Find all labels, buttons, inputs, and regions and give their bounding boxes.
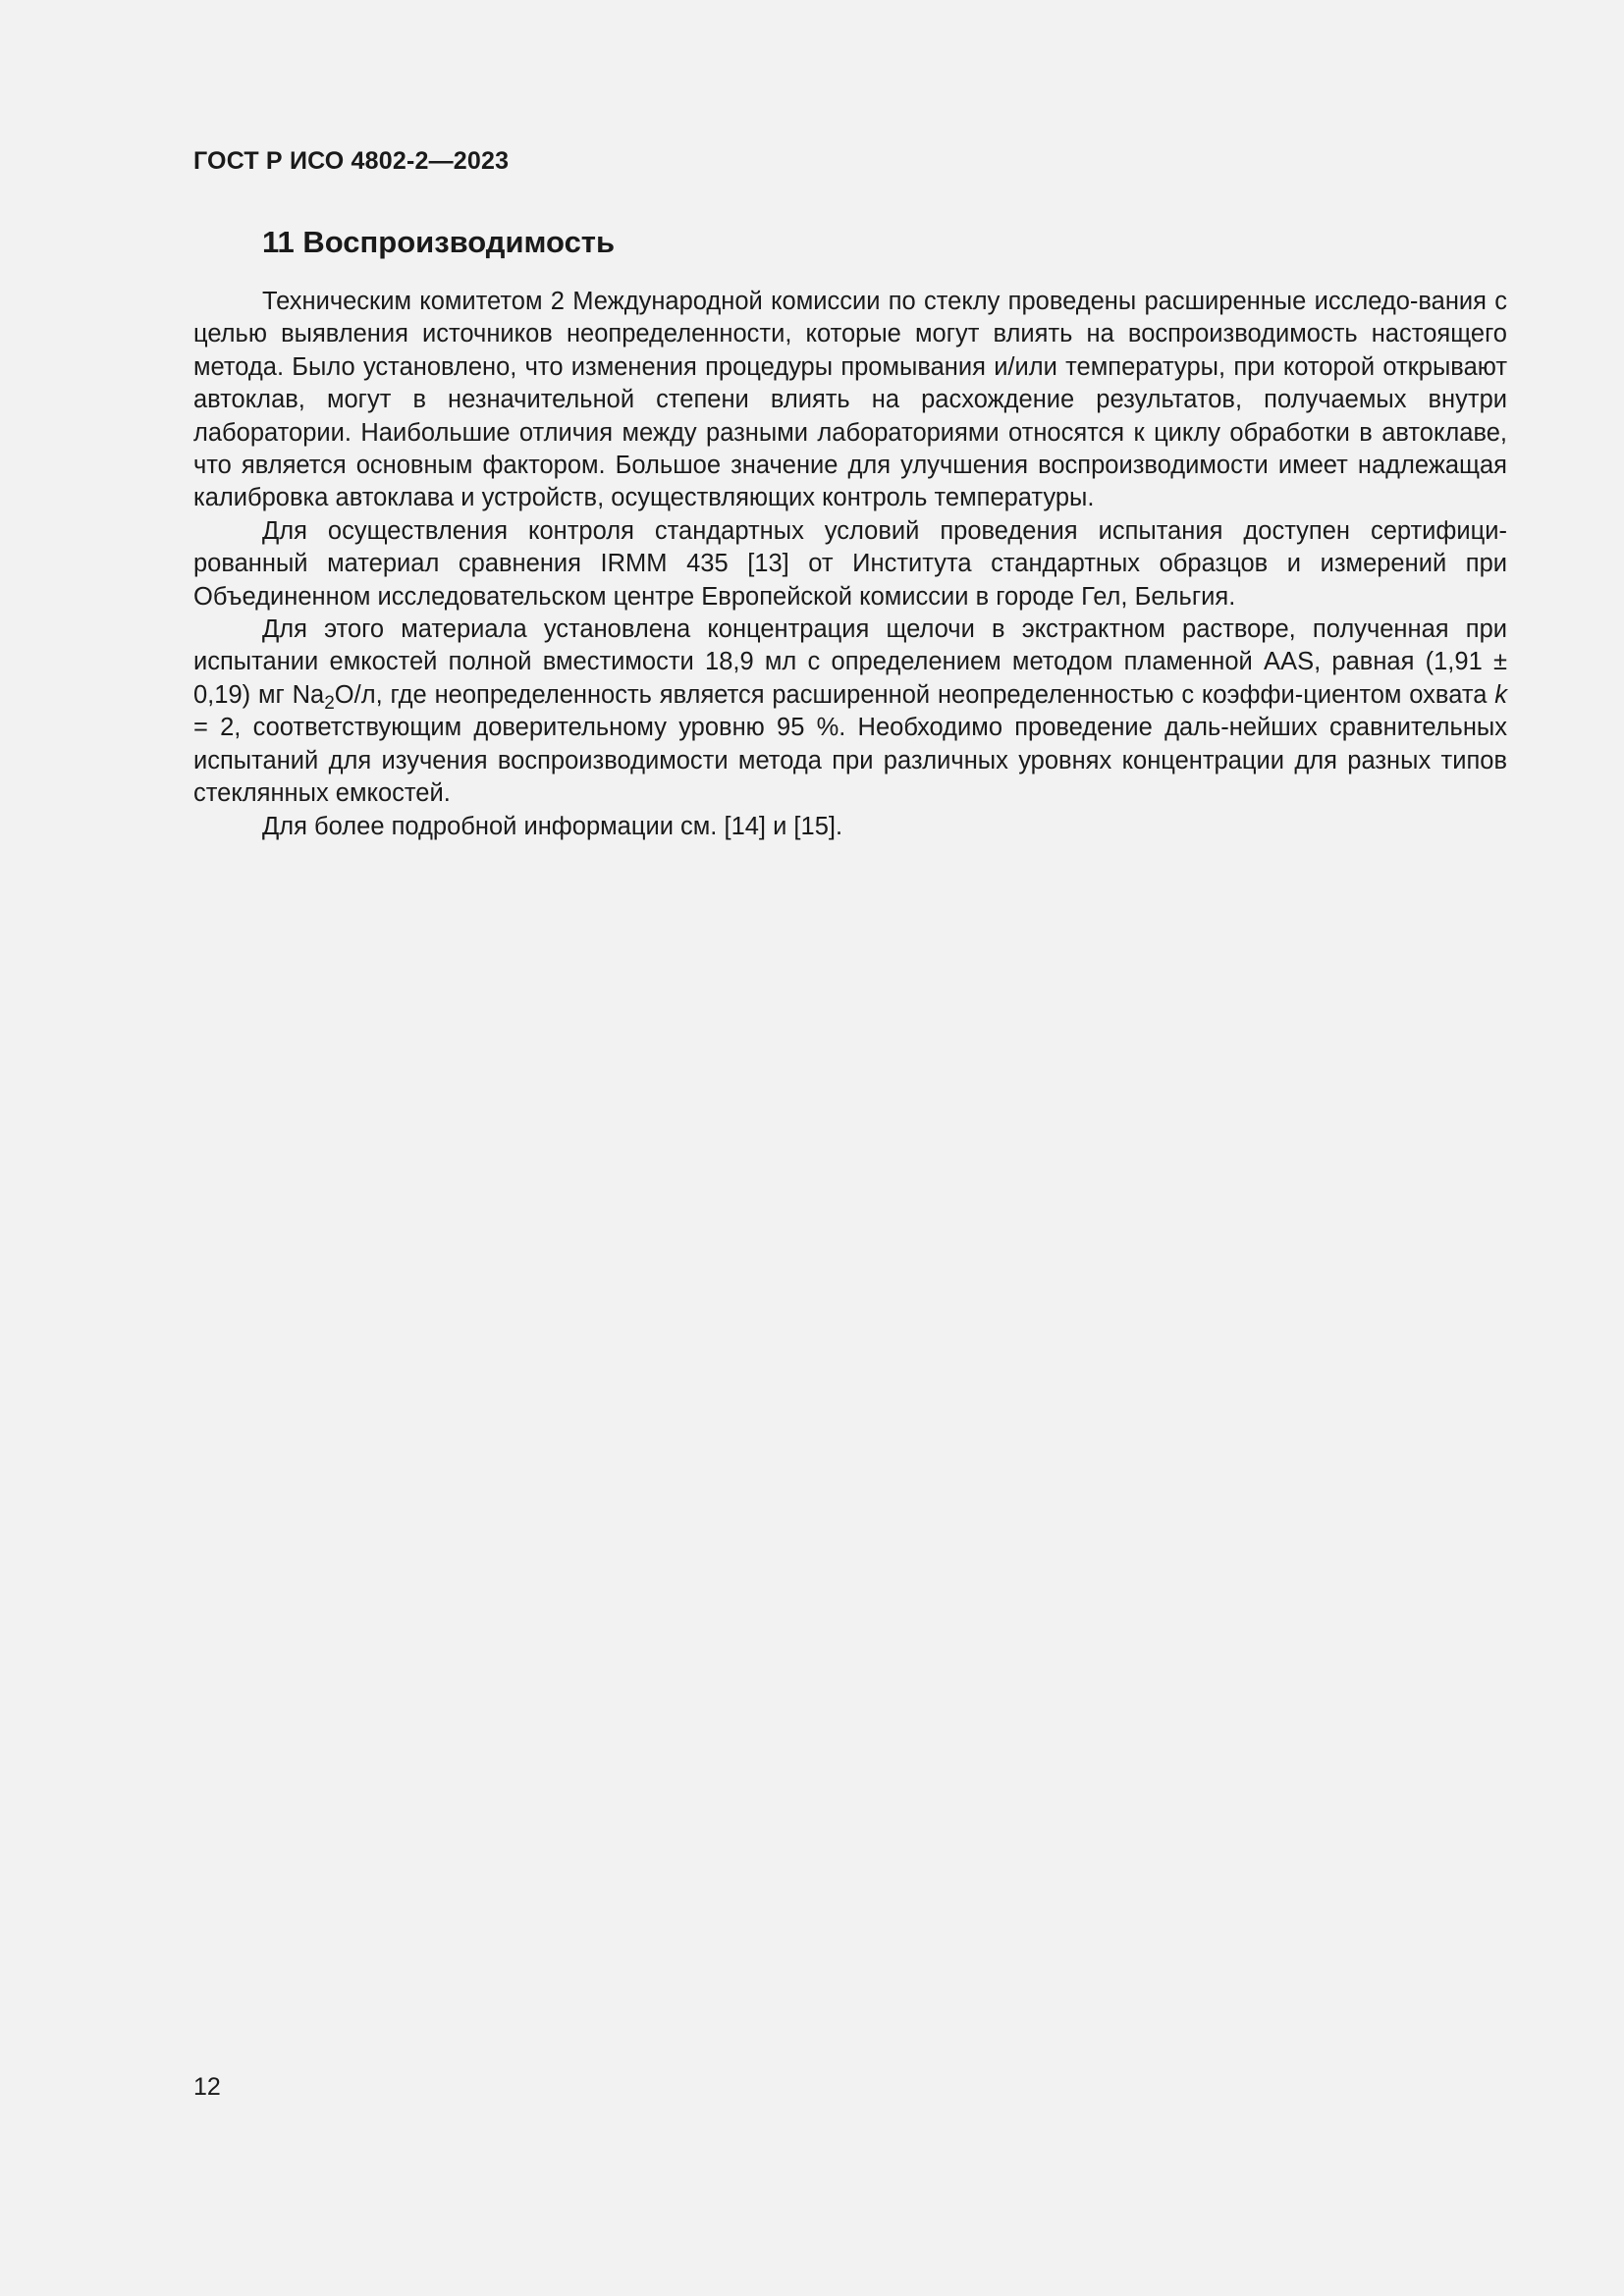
paragraph-3-text-b: O/л, где неопределенность является расширенной неопределенностью с коэффи-циентом охвата — [334, 680, 1495, 709]
paragraph-3-text-c: = 2, соответствующим доверительному уровню 95 %. Необходимо проведение даль-нейших сравнительных испытаний для изучения воспроизводимости метода при различных уровнях концентрации для разных типов стеклянных емкостей. — [193, 714, 1507, 808]
page-number: 12 — [193, 2073, 221, 2101]
document-code-header: ГОСТ Р ИСО 4802-2—2023 — [193, 147, 510, 175]
paragraph-3-text-a: Для этого материала установлена концентрация щелочи в экстрактном растворе, полученная при испытании емкостей полной вместимости 18,9 мл с определением методом пламенной AAS, равная (1,91 ± 0,19) мг Na — [193, 615, 1507, 709]
section-body — [193, 286, 1507, 843]
paragraph-2: Для осуществления контроля стандартных условий проведения испытания доступен сертифици-рованный материал сравнения IRMM 435 [13] от Института стандартных образцов и измерений при Объединенном исследовательском центре Европейской комиссии в городе Гел, Бельгия. — [193, 516, 1507, 611]
subscript-2: 2 — [324, 692, 335, 714]
paragraph-3 — [193, 614, 1507, 810]
section-title: 11 Воспроизводимость — [262, 225, 616, 259]
paragraph-4: Для более подробной информации см. [14] и [15]. — [262, 812, 843, 840]
paragraph-1: Техническим комитетом 2 Международной комиссии по стеклу проведены расширенные исследо-вания с целью выявления источников неопределенности, которые могут влиять на воспроизводимость настоящего метода. Было установлено, что изменения процедуры промывания и/или температуры, при которой открывают автоклав, могут в незначительной степени влиять на расхождение результатов, получаемых внутри лаборатории. Наибольшие отличия между разными лабораториями относятся к циклу обработки в автоклаве, что является основным фактором. Большое значение для улучшения воспроизводимости имеет надлежащая калибровка автоклава и устройств, осуществляющих контроль температуры. — [193, 288, 1507, 512]
variable-k: k — [1494, 680, 1507, 709]
